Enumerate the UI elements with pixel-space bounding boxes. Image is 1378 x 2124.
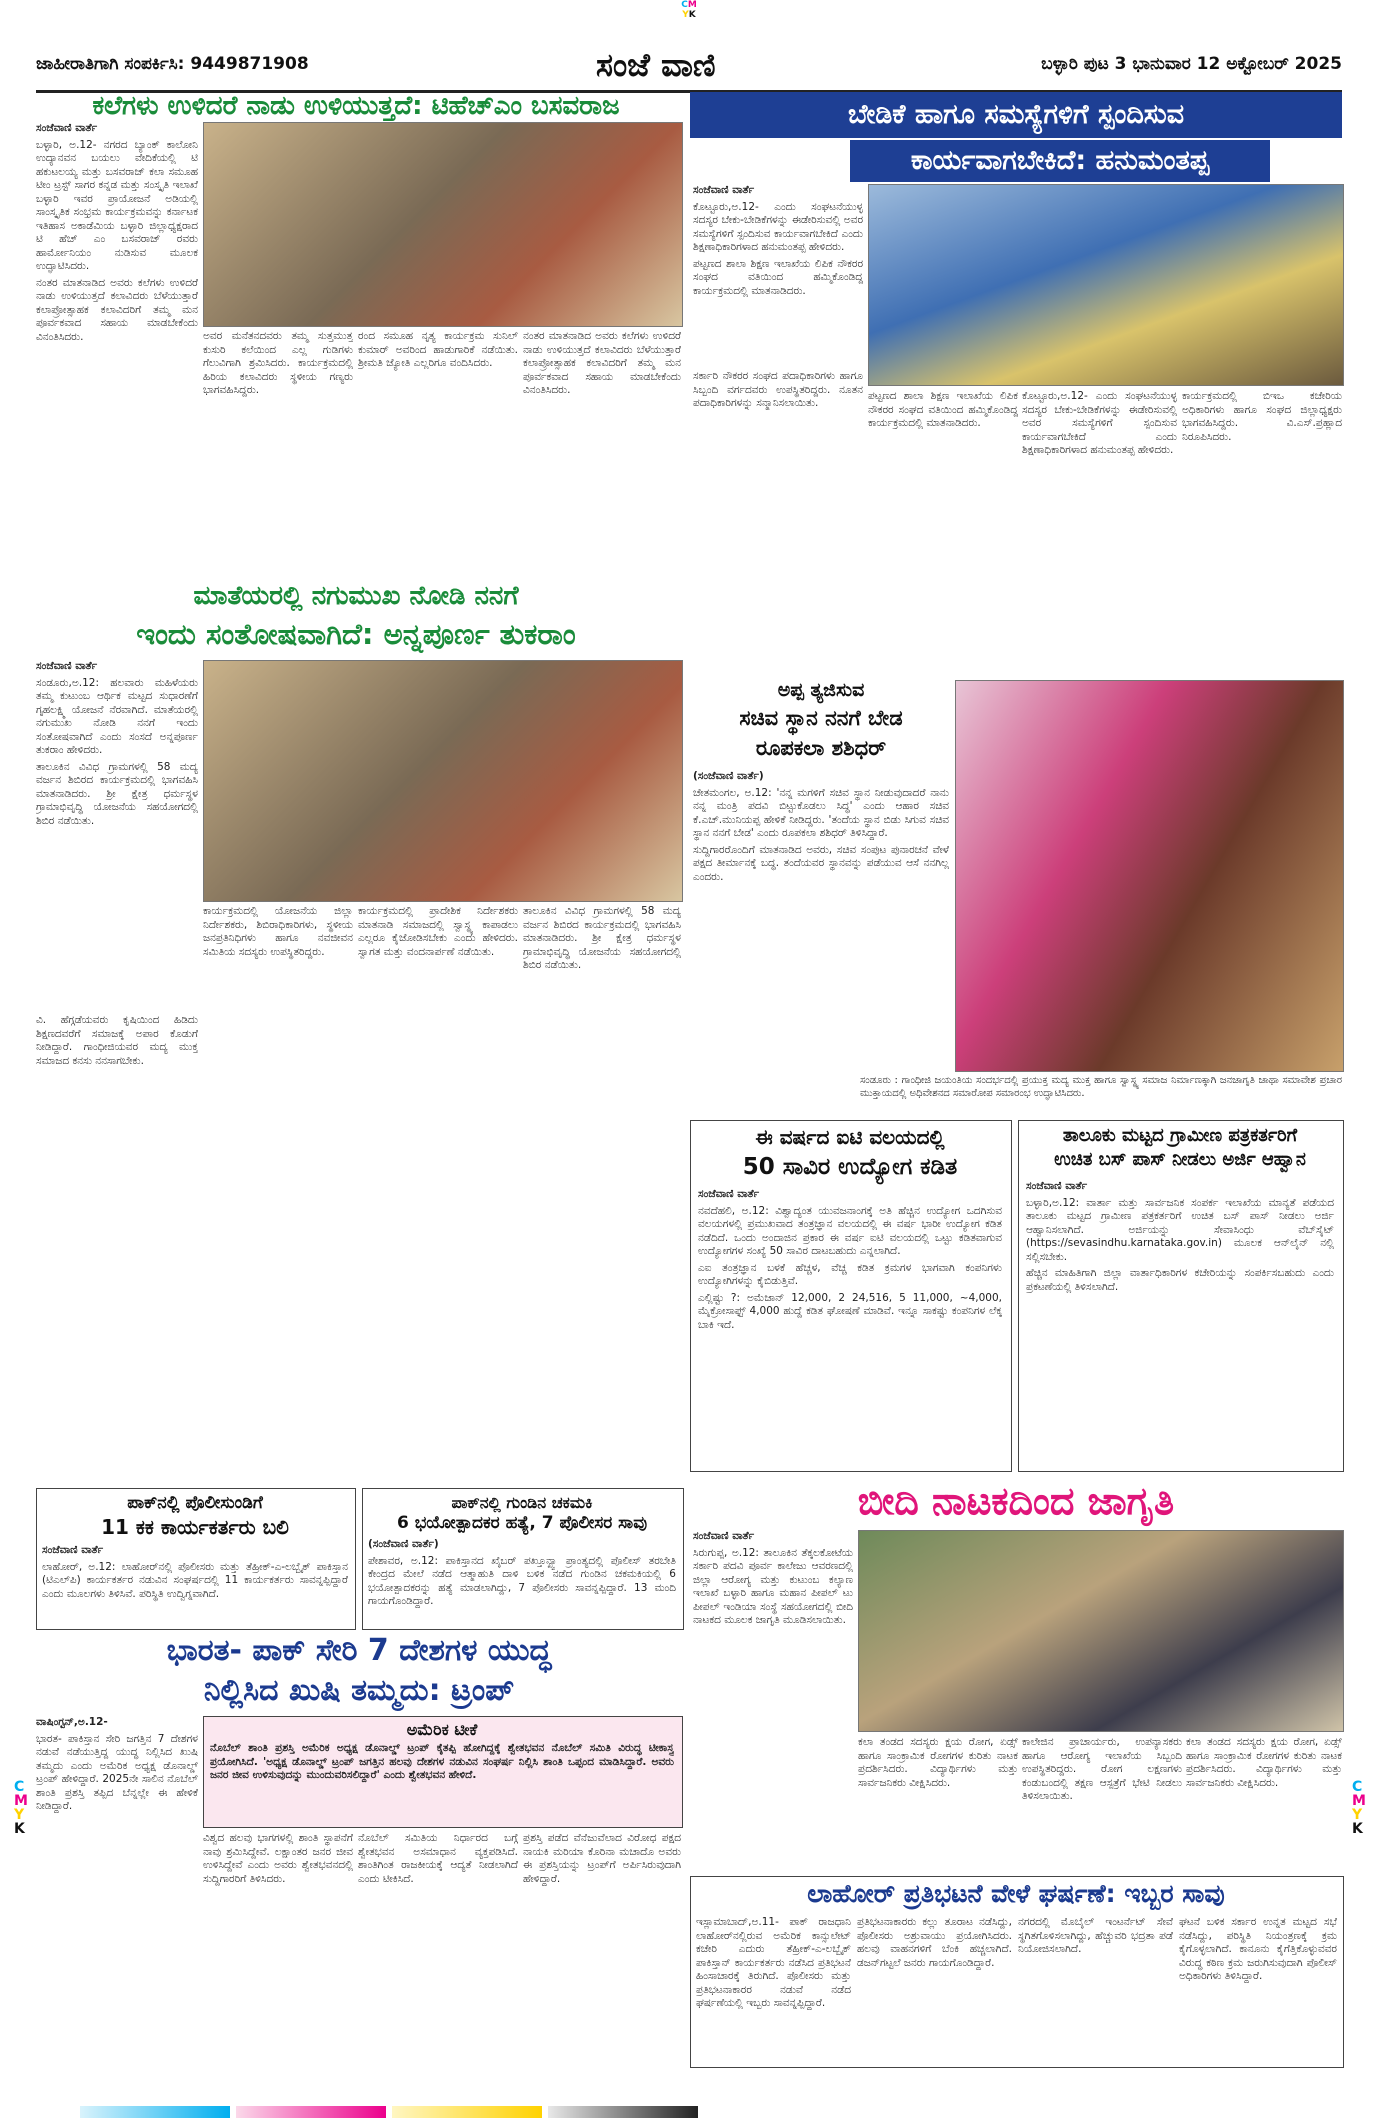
article7-photo — [858, 1530, 1344, 1732]
article2-headline-line2: ಕಾರ್ಯವಾಗಬೇಕಿದೆ: ಹನುಮಂತಪ್ಪ — [850, 140, 1270, 182]
article4-headline-line3: ರೂಪಕಲಾ ಶಶಿಧರ್ — [755, 736, 887, 760]
article8-text: ಲಾಹೋರ್, ಅ.12: ಲಾಹೋರ್‌ನಲ್ಲಿ ಪೊಲೀಸರು ಮತ್ತು ತೆಹ್ರೀಕ್-ಎ-ಲಬ್ಬೈಕ್ ಪಾಕಿಸ್ತಾನ (ಟಿಎಲ್‌ಪಿ) ಕಾರ್ಯಕರ್ತರ ನಡುವಿನ ಸಂಘರ್ಷದಲ್ಲಿ 11 ಕಾರ್ಯಕರ್ತರು ಸಾವನ್ನಪ್ಪಿದ್ದಾರೆ ಎಂದು ಮೂಲಗಳು ತಿಳಿಸಿವೆ. ಪರಿಸ್ಥಿತಿ ಉದ್ವಿಗ್ನವಾಗಿದೆ. — [42, 1560, 348, 1600]
box-usa-title: ಅಮೆರಿಕ ಟೀಕೆ — [406, 1720, 478, 1739]
article1-photo — [203, 122, 683, 327]
article3-byline: ಸಂಜೆವಾಣಿ ವಾರ್ತೆ — [36, 660, 98, 672]
article2-headline-line1: ಬೇಡಿಕೆ ಹಾಗೂ ಸಮಸ್ಯೆಗಳಿಗೆ ಸ್ಪಂದಿಸುವ — [690, 92, 1342, 138]
article4-caption: ಸಂಡೂರು : ಗಾಂಧೀಜಿ ಜಯಂತಿಯ ಸಂದರ್ಭದಲ್ಲಿ ಪ್ರಯುಕ್ತ ಮದ್ಯ ಮುಕ್ತ ಹಾಗೂ ಸ್ವಾಸ್ಥ್ಯ ಸಮಾಜ ನಿರ್ಮಾಣಕ್ಕಾಗಿ ಜನಜಾಗೃತಿ ಜಾಥಾ ಸಮಾವೇಶ ಪ್ರಚಾರ ಮುಕ್ತಾಯದಲ್ಲಿ ಅಧಿವೇಶನದ ಸಮಾರೋಪ ಸಮಾರಂಭ ಉದ್ಘಾಟಿಸಿದರು. — [860, 1075, 1342, 1099]
newspaper-logo: ಸಂಜೆ ವಾಣಿ — [596, 46, 716, 84]
article2-column4: ಕೊಟ್ಟೂರು,ಅ.12- ಎಂದು ಸಂಘಟನೆಯುಳ್ಳ ಸದಸ್ಯರ ಬೇಕು-ಬೇಡಿಕೆಗಳನ್ನು ಈಡೇರಿಸುವಲ್ಲಿ ಅವರ ಸಮಸ್ಯೆಗಳಿಗೆ ಸ್ಪಂದಿಸುವ ಕಾರ್ಯವಾಗಬೇಕಿದೆ ಎಂದು ಶಿಕ್ಷಣಾಧಿಕಾರಿಗಳಾದ ಹನುಮಂತಪ್ಪ ಹೇಳಿದರು. — [1022, 390, 1177, 456]
cmyk-mark-left: C M Y K — [14, 1779, 28, 1837]
article5-byline: ಸಂಜೆವಾಣಿ ವಾರ್ತೆ — [698, 1188, 760, 1200]
cmyk-mark-top: CM YK — [681, 0, 697, 20]
article4-headline-line1: ಅಪ್ಪ ತ್ಯಜಿಸುವ — [777, 679, 865, 701]
article11-column3: ನಗರದಲ್ಲಿ ಮೊಬೈಲ್ ಇಂಟರ್ನೆಟ್ ಸೇವೆ ಸ್ಥಗಿತಗೊಳಿಸಲಾಗಿದ್ದು, ಹೆಚ್ಚುವರಿ ಭದ್ರತಾ ಪಡೆ ನಿಯೋಜಿಸಲಾಗಿದೆ. — [1018, 1916, 1173, 1955]
article5-headline-line1: ಈ ವರ್ಷದ ಐಟಿ ವಲಯದಲ್ಲಿ — [755, 1125, 945, 1149]
article2-photo — [868, 184, 1344, 386]
article9-byline: (ಸಂಜೆವಾಣಿ ವಾರ್ತೆ) — [368, 1538, 439, 1550]
article6-text2: ಹೆಚ್ಚಿನ ಮಾಹಿತಿಗಾಗಿ ಜಿಲ್ಲಾ ವಾರ್ತಾಧಿಕಾರಿಗಳ ಕಚೇರಿಯನ್ನು ಸಂಪರ್ಕಿಸಬಹುದು ಎಂದು ಪ್ರಕಟಣೆಯಲ್ಲಿ ತಿಳಿಸಲಾಗಿದೆ. — [1026, 1267, 1334, 1293]
article1-column4: ನಂತರ ಮಾತನಾಡಿದ ಅವರು ಕಲೆಗಳು ಉಳಿದರೆ ನಾಡು ಉಳಿಯುತ್ತದೆ ಕಲಾವಿದರು ಬೆಳೆಯುತ್ತಾರೆ ಕಲಾಪ್ರೋತ್ಸಾಹಕ ಕಲಾವಿದರಿಗೆ ತಮ್ಮ ಮನ ಪೂರ್ವಕವಾದ ಸಹಾಯ ಮಾಡಬೇಕೆಂದು ವಿನಂತಿಸಿದರು. — [523, 330, 681, 396]
article4-text1: ಚೇತಮಂಗಲ, ಅ.12: 'ನನ್ನ ಮಗಳಿಗೆ ಸಚಿವ ಸ್ಥಾನ ನೀಡುವುದಾದರೆ ನಾನು ನನ್ನ ಮಂತ್ರಿ ಪದವಿ ಬಿಟ್ಟುಕೊಡಲು ಸಿದ್ಧ' ಎಂದು ಆಹಾರ ಸಚಿವ ಕೆ.ಎಚ್.ಮುನಿಯಪ್ಪ ಹೇಳಿಕೆ ನೀಡಿದ್ದರು. 'ತಂದೆಯ ಸ್ಥಾನ ಬಿಡು ಸಿಗುವ ಸಚಿವ ಸ್ಥಾನ ನನಗೆ ಬೇಡ' ಎಂದು ರೂಪಕಲಾ ಶಶಿಧರ್ ತಿಳಿಸಿದ್ದಾರೆ. — [693, 786, 949, 839]
article2-text1: ಕೊಟ್ಟೂರು,ಅ.12- ಎಂದು ಸಂಘಟನೆಯುಳ್ಳ ಸದಸ್ಯರ ಬೇಕು-ಬೇಡಿಕೆಗಳನ್ನು ಈಡೇರಿಸುವಲ್ಲಿ ಅವರ ಸಮಸ್ಯೆಗಳಿಗೆ ಸ್ಪಂದಿಸುವ ಕಾರ್ಯವಾಗಬೇಕಿದೆ ಎಂದು ಶಿಕ್ಷಣಾಧಿಕಾರಿಗಳಾದ ಹನುಮಂತಪ್ಪ ಹೇಳಿದರು. — [693, 200, 863, 253]
article1-text2: ನಂತರ ಮಾತನಾಡಿದ ಅವರು ಕಲೆಗಳು ಉಳಿದರೆ ನಾಡು ಉಳಿಯುತ್ತದೆ ಕಲಾವಿದರು ಬೆಳೆಯುತ್ತಾರೆ ಕಲಾಪ್ರೋತ್ಸಾಹಕ ಕಲಾವಿದರಿಗೆ ತಮ್ಮ ಮನ ಪೂರ್ವಕವಾದ ಸಹಾಯ ಮಾಡಬೇಕೆಂದು ವಿನಂತಿಸಿದರು. — [36, 276, 198, 343]
article5-text2: ಎಐ ತಂತ್ರಜ್ಞಾನ ಬಳಕೆ ಹೆಚ್ಚಳ, ವೆಚ್ಚ ಕಡಿತ ಕ್ರಮಗಳ ಭಾಗವಾಗಿ ಕಂಪನಿಗಳು ಉದ್ಯೋಗಿಗಳನ್ನು ಕೈಬಿಡುತ್ತಿವೆ. — [698, 1261, 1002, 1287]
article1-text1: ಬಳ್ಳಾರಿ, ಅ.12- ನಗರದ ಬ್ಯಾಂಕ್ ಕಾಲೋನಿ ಉದ್ಯಾನವನ ಬಯಲು ವೇದಿಕೆಯಲ್ಲಿ ಟಿ ಹಕುಟಲಯ್ಯ ಮತ್ತು ಬಸವರಾಜ್ ಕಲಾ ಸಮೂಹ ಟೀಂ ಟ್ರಸ್ಟ್ ಸಾಗರ ಕನ್ನಡ ಮತ್ತು ಸಂಸ್ಕೃತಿ ಇಲಾಖೆ ಬಳ್ಳಾರಿ ಇವರ ಪ್ರಾಯೋಜನೆ ಅಡಿಯಲ್ಲಿ ಸಾಂಸ್ಕೃತಿಕ ಸಂಭ್ರಮ ಕಾರ್ಯಕ್ರಮವನ್ನು ಕರ್ನಾಟಕ ಇತಿಹಾಸ ಅಕಾಡೆಮಿಯ ಬಳ್ಳಾರಿ ಜಿಲ್ಲಾಧ್ಯಕ್ಷರಾದ ಟಿ ಹೆಚ್ ಎಂ ಬಸವರಾಜ್ ರವರು ಹಾರ್ಮೋನಿಯಂ ನುಡಿಸುವ ಮೂಲಕ ಉದ್ಘಾಟಿಸಿದರು. — [36, 138, 198, 272]
article10-column3: ನೊಬೆಲ್ ಸಮಿತಿಯ ನಿರ್ಧಾರದ ಬಗ್ಗೆ ಶ್ವೇತಭವನ ಅಸಮಾಧಾನ ವ್ಯಕ್ತಪಡಿಸಿದೆ. ಶಾಂತಿಗಿಂತ ರಾಜಕೀಯಕ್ಕೆ ಆದ್ಯತೆ ನೀಡಲಾಗಿದೆ ಎಂದು ಟೀಕಿಸಿದೆ. — [358, 1832, 518, 1885]
article3-text2: ತಾಲೂಕಿನ ವಿವಿಧ ಗ್ರಾಮಗಳಲ್ಲಿ 58 ಮದ್ಯ ವರ್ಜನ ಶಿಬಿರದ ಕಾರ್ಯಕ್ರಮದಲ್ಲಿ ಭಾಗವಹಿಸಿ ಮಾತನಾಡಿದರು. ಶ್ರೀ ಕ್ಷೇತ್ರ ಧರ್ಮಸ್ಥಳ ಗ್ರಾಮಾಭಿವೃದ್ಧಿ ಯೋಜನೆಯ ಸಹಯೋಗದಲ್ಲಿ ಶಿಬಿರ ನಡೆಯಿತು. — [36, 760, 198, 827]
article5-text: ನವದೆಹಲಿ, ಅ.12: ವಿಶ್ವಾದ್ಯಂತ ಯುವಜನಾಂಗಕ್ಕೆ ಅತಿ ಹೆಚ್ಚಿನ ಉದ್ಯೋಗ ಒದಗಿಸುವ ವಲಯಗಳಲ್ಲಿ ಪ್ರಮುಖವಾದ ತಂತ್ರಜ್ಞಾನ ವಲಯದಲ್ಲಿ ಈ ವರ್ಷ ಭಾರೀ ಉದ್ಯೋಗ ಕಡಿತ ನಡೆದಿದೆ. ಒಂದು ಅಂದಾಜಿನ ಪ್ರಕಾರ ಈ ವರ್ಷ ಐಟಿ ವಲಯದಲ್ಲಿ ಒಟ್ಟು ಕಡಿತವಾಗುವ ಉದ್ಯೋಗಗಳ ಸಂಖ್ಯೆ 50 ಸಾವಿರ ದಾಟಬಹುದು ಎನ್ನಲಾಗಿದೆ. — [698, 1204, 1002, 1257]
article1-column3: ರಂದ ಸಮೂಹ ನೃತ್ಯ ಕಾರ್ಯಕ್ರಮ ಸುನಿಲ್ ಕುಮಾರ್ ಅವರಿಂದ ಹಾಡುಗಾರಿಕೆ ನಡೆಯಿತು. ಶ್ರೀಮತಿ ಜ್ಯೋತಿ ಎಲ್ಲರಿಗೂ ವಂದಿಸಿದರು. — [358, 330, 518, 369]
article3-headline-line2: ಇಂದು ಸಂತೋಷವಾಗಿದೆ: ಅನ್ನಪೂರ್ಣ ತುಕರಾಂ — [136, 617, 576, 651]
article11-column4: ಘಟನೆ ಬಳಿಕ ಸರ್ಕಾರ ಉನ್ನತ ಮಟ್ಟದ ಸಭೆ ನಡೆಸಿದ್ದು, ಪರಿಸ್ಥಿತಿ ನಿಯಂತ್ರಣಕ್ಕೆ ಕ್ರಮ ಕೈಗೊಳ್ಳಲಾಗಿದೆ. ಕಾನೂನು ಕೈಗೆತ್ತಿಕೊಳ್ಳುವವರ ವಿರುದ್ಧ ಕಠಿಣ ಕ್ರಮ ಜರುಗಿಸುವುದಾಗಿ ಪೊಲೀಸ್ ಅಧಿಕಾರಿಗಳು ತಿಳಿಸಿದ್ದಾರೆ. — [1179, 1916, 1337, 1982]
color-bar-yellow — [392, 2106, 542, 2118]
article4-body — [693, 770, 949, 1070]
article5-body — [698, 1188, 1002, 1466]
article3-column3: ಕಾರ್ಯಕ್ರಮದಲ್ಲಿ ಯೋಜನೆಯ ಜಿಲ್ಲಾ ನಿರ್ದೇಶಕರು, ಶಿಬಿರಾಧಿಕಾರಿಗಳು, ಸ್ಥಳೀಯ ಜನಪ್ರತಿನಿಧಿಗಳು ಹಾಗೂ ನವಜೀವನ ಸಮಿತಿಯ ಸದಸ್ಯರು ಉಪಸ್ಥಿತರಿದ್ದರು. — [203, 905, 353, 958]
article2-column2: ಸರ್ಕಾರಿ ನೌಕರರ ಸಂಘದ ಪದಾಧಿಕಾರಿಗಳು ಹಾಗೂ ಸಿಬ್ಬಂದಿ ವರ್ಗದವರು ಉಪಸ್ಥಿತರಿದ್ದರು. ನೂತನ ಪದಾಧಿಕಾರಿಗಳನ್ನು ಸನ್ಮಾನಿಸಲಾಯಿತು. — [693, 370, 863, 409]
article10-headline-line1: ಭಾರತ- ಪಾಕ್ ಸೇರಿ 7 ದೇಶಗಳ ಯುದ್ಧ — [166, 1633, 552, 1668]
masthead — [36, 46, 1342, 93]
article6-body — [1026, 1180, 1334, 1466]
article7-column2: ಕಲಾ ತಂಡದ ಸದಸ್ಯರು ಕ್ಷಯ ರೋಗ, ಏಡ್ಸ್ ಹಾಗೂ ಸಾಂಕ್ರಾಮಿಕ ರೋಗಗಳ ಕುರಿತು ನಾಟಕ ಪ್ರದರ್ಶಿಸಿದರು. ವಿದ್ಯಾರ್ಥಿಗಳು ಮತ್ತು ಸಾರ್ವಜನಿಕರು ವೀಕ್ಷಿಸಿದರು. — [858, 1736, 1018, 1789]
article6-headline-line1: ತಾಲೂಕು ಮಟ್ಟದ ಗ್ರಾಮೀಣ ಪತ್ರಕರ್ತರಿಗೆ — [1062, 1125, 1298, 1146]
article1-byline: ಸಂಜೆವಾಣಿ ವಾರ್ತೆ — [36, 122, 98, 134]
ad-contact: ಜಾಹೀರಾತಿಗಾಗಿ ಸಂಪರ್ಕಿಸಿ: 9449871908 — [36, 54, 309, 74]
article3-text1: ಸಂಡೂರು,ಅ.12: ಹಲವಾರು ಮಹಿಳೆಯರು ತಮ್ಮ ಕುಟುಂಬ ಆರ್ಥಿಕ ಮಟ್ಟದ ಸುಧಾರಣೆಗೆ ಗೃಹಲಕ್ಷ್ಮಿ ಯೋಜನೆ ನೆರವಾಗಿದೆ. ಮಾತೆಯರಲ್ಲಿ ನಗುಮುಖ ನೋಡಿ ನನಗೆ ಇಂದು ಸಂತೋಷವಾಗಿದೆ ಎಂದು ಸಂಸದೆ ಅನ್ನಪೂರ್ಣ ತುಕರಾಂ ಹೇಳಿದರು. — [36, 676, 198, 756]
article6-headline-line2: ಉಚಿತ ಬಸ್ ಪಾಸ್ ನೀಡಲು ಅರ್ಜಿ ಆಹ್ವಾನ — [1054, 1149, 1306, 1170]
article9-body — [368, 1538, 676, 1624]
article4-byline: (ಸಂಜೆವಾಣಿ ವಾರ್ತೆ) — [693, 770, 764, 782]
article9-text: ಪೇಶಾವರ, ಅ.12: ಪಾಕಿಸ್ತಾನದ ಖೈಬರ್ ಪಖ್ತೂನ್ಖ್ವಾ ಪ್ರಾಂತ್ಯದಲ್ಲಿ ಪೊಲೀಸ್ ತರಬೇತಿ ಕೇಂದ್ರದ ಮೇಲೆ ನಡೆದ ಆತ್ಮಾಹುತಿ ದಾಳಿ ಬಳಿಕ ನಡೆದ ಗುಂಡಿನ ಚಕಮಕಿಯಲ್ಲಿ 6 ಭಯೋತ್ಪಾದಕರನ್ನು ಹತ್ಯೆ ಮಾಡಲಾಗಿದ್ದು, 7 ಪೊಲೀಸರು ಸಾವನ್ನಪ್ಪಿದ್ದಾರೆ. 13 ಮಂದಿ ಗಾಯಗೊಂಡಿದ್ದಾರೆ. — [368, 1554, 676, 1607]
article10-column2: ವಿಶ್ವದ ಹಲವು ಭಾಗಗಳಲ್ಲಿ ಶಾಂತಿ ಸ್ಥಾಪನೆಗೆ ನಾವು ಶ್ರಮಿಸಿದ್ದೇವೆ. ಲಕ್ಷಾಂತರ ಜನರ ಜೀವ ಉಳಿಸಿದ್ದೇವೆ ಎಂದು ಅವರು ಶ್ವೇತಭವನದಲ್ಲಿ ಸುದ್ದಿಗಾರರಿಗೆ ತಿಳಿಸಿದರು. — [203, 1832, 353, 1885]
article10-text1: ಭಾರತ- ಪಾಕಿಸ್ತಾನ ಸೇರಿ ಜಗತ್ತಿನ 7 ದೇಶಗಳ ನಡುವೆ ನಡೆಯುತ್ತಿದ್ದ ಯುದ್ಧ ನಿಲ್ಲಿಸಿದ ಖುಷಿ ತಮ್ಮದು ಎಂದು ಅಮೆರಿಕ ಅಧ್ಯಕ್ಷ ಡೊನಾಲ್ಡ್ ಟ್ರಂಪ್ ಹೇಳಿದ್ದಾರೆ. 2025ನೇ ಸಾಲಿನ ನೊಬೆಲ್ ಶಾಂತಿ ಪ್ರಶಸ್ತಿ ತಪ್ಪಿದ ಬೆನ್ನಲ್ಲೇ ಈ ಹೇಳಿಕೆ ನೀಡಿದ್ದಾರೆ. — [36, 1732, 198, 1812]
box-usa-text: ನೊಬೆಲ್ ಶಾಂತಿ ಪ್ರಶಸ್ತಿ ಅಮೆರಿಕ ಅಧ್ಯಕ್ಷ ಡೊನಾಲ್ಡ್ ಟ್ರಂಪ್ ಕೈತಪ್ಪಿ ಹೋಗಿದ್ದಕ್ಕೆ ಶ್ವೇತಭವನ ನೊಬೆಲ್ ಸಮಿತಿ ವಿರುದ್ಧ ಟೀಕಾಸ್ತ್ರ ಪ್ರಯೋಗಿಸಿದೆ. 'ಅಧ್ಯಕ್ಷ ಡೊನಾಲ್ಡ್ ಟ್ರಂಪ್ ಜಗತ್ತಿನ ಹಲವು ದೇಶಗಳ ನಡುವಿನ ಸಂಘರ್ಷ ನಿಲ್ಲಿಸಿ ಶಾಂತಿ ಒಪ್ಪಂದ ಮಾಡಿಸಿದ್ದಾರೆ. ಅವರು ಜನರ ಜೀವ ಉಳಿಸುವುದನ್ನು ಮುಂದುವರಿಸಲಿದ್ದಾರೆ' ಎಂದು ಶ್ವೇತಭವನ ಹೇಳಿದೆ. — [210, 1742, 674, 1781]
article8-body — [42, 1544, 348, 1624]
article2-text2: ಪಟ್ಟಣದ ಶಾಲಾ ಶಿಕ್ಷಣ ಇಲಾಖೆಯ ಲಿಪಿಕ ನೌಕರರ ಸಂಘದ ವತಿಯಿಂದ ಹಮ್ಮಿಕೊಂಡಿದ್ದ ಕಾರ್ಯಕ್ರಮದಲ್ಲಿ ಮಾತನಾಡಿದರು. — [693, 257, 863, 297]
article10-column4: ಪ್ರಶಸ್ತಿ ಪಡೆದ ವೆನೆಜುವೆಲಾದ ವಿರೋಧ ಪಕ್ಷದ ನಾಯಕಿ ಮರಿಯಾ ಕೊರಿನಾ ಮಚಾದೊ ಅವರು ಈ ಪ್ರಶಸ್ತಿಯನ್ನು ಟ್ರಂಪ್‌ಗೆ ಅರ್ಪಿಸಿರುವುದಾಗಿ ಹೇಳಿದ್ದಾರೆ. — [523, 1832, 681, 1885]
article5-text3: ಎಲ್ಲಿಷ್ಟು ?: ಅಮೆಜಾನ್ 12,000, 2 24,516, 5 11,000, ~4,000, ಮೈಕ್ರೋಸಾಫ್ಟ್ 4,000 ಹುದ್ದೆ ಕಡಿತ ಘೋಷಣೆ ಮಾಡಿವೆ. ಇನ್ನೂ ಸಾಕಷ್ಟು ಕಂಪನಿಗಳ ಲೆಕ್ಕ ಬಾಕಿ ಇದೆ. — [698, 1291, 1002, 1331]
article7-column1 — [693, 1530, 853, 1870]
article11-column1: ಇಸ್ಲಾಮಾಬಾದ್,ಅ.11- ಪಾಕ್ ರಾಜಧಾನಿ ಲಾಹೋರ್‌ನಲ್ಲಿರುವ ಅಮೆರಿಕ ಕಾನ್ಸುಲೇಟ್ ಕಚೇರಿ ಎದುರು ತೆಹ್ರೀಕ್-ಎ-ಲಬ್ಬೈಕ್ ಪಾಕಿಸ್ತಾನ್ ಕಾರ್ಯಕರ್ತರು ನಡೆಸಿದ ಪ್ರತಿಭಟನೆ ಹಿಂಸಾಚಾರಕ್ಕೆ ತಿರುಗಿದೆ. ಪೊಲೀಸರು ಮತ್ತು ಪ್ರತಿಭಟನಾಕಾರರ ನಡುವೆ ನಡೆದ ಘರ್ಷಣೆಯಲ್ಲಿ ಇಬ್ಬರು ಸಾವನ್ನಪ್ಪಿದ್ದಾರೆ. — [696, 1916, 851, 2009]
article11-column2: ಪ್ರತಿಭಟನಾಕಾರರು ಕಲ್ಲು ತೂರಾಟ ನಡೆಸಿದ್ದು, ಪೊಲೀಸರು ಅಶ್ರುವಾಯು ಪ್ರಯೋಗಿಸಿದರು. ಹಲವು ವಾಹನಗಳಿಗೆ ಬೆಂಕಿ ಹಚ್ಚಲಾಗಿದೆ. ಡಜನ್‌ಗಟ್ಟಲೆ ಜನರು ಗಾಯಗೊಂಡಿದ್ದಾರೆ. — [857, 1916, 1012, 1969]
article6-text: ಬಳ್ಳಾರಿ,ಅ.12: ವಾರ್ತಾ ಮತ್ತು ಸಾರ್ವಜನಿಕ ಸಂಪರ್ಕ ಇಲಾಖೆಯ ಮಾನ್ಯತೆ ಪಡೆಯದ ತಾಲೂಕು ಮಟ್ಟದ ಗ್ರಾಮೀಣ ಪತ್ರಕರ್ತರಿಗೆ ಉಚಿತ ಬಸ್ ಪಾಸ್ ನೀಡಲು ಅರ್ಜಿ ಆಹ್ವಾನಿಸಲಾಗಿದೆ. ಅರ್ಜಿಯನ್ನು ಸೇವಾಸಿಂಧು ವೆಬ್‌ಸೈಟ್ (https://sevasindhu.karnataka.gov.in) ಮೂಲಕ ಆನ್‌ಲೈನ್ ನಲ್ಲಿ ಸಲ್ಲಿಸಬೇಕು. — [1026, 1196, 1334, 1263]
article9-headline-line1: ಪಾಕ್‌ನಲ್ಲಿ ಗುಂಡಿನ ಚಕಮಕಿ — [451, 1493, 593, 1512]
article7-column3: ಕಾಲೇಜಿನ ಪ್ರಾಚಾರ್ಯರು, ಉಪನ್ಯಾಸಕರು ಹಾಗೂ ಆರೋಗ್ಯ ಇಲಾಖೆಯ ಸಿಬ್ಬಂದಿ ಉಪಸ್ಥಿತರಿದ್ದರು. ರೋಗ ಲಕ್ಷಣಗಳು ಕಂಡುಬಂದಲ್ಲಿ ತಕ್ಷಣ ಆಸ್ಪತ್ರೆಗೆ ಭೇಟಿ ನೀಡಲು ತಿಳಿಸಲಾಯಿತು. — [1022, 1736, 1182, 1802]
article3-column2: ವಿ. ಹೆಗ್ಗಡೆಯವರು ಕೃಷಿಯಿಂದ ಹಿಡಿದು ಶಿಕ್ಷಣದವರೆಗೆ ಸಮಾಜಕ್ಕೆ ಅಪಾರ ಕೊಡುಗೆ ನೀಡಿದ್ದಾರೆ. ಗಾಂಧೀಜಿಯವರ ಮದ್ಯ ಮುಕ್ತ ಸಮಾಜದ ಕನಸು ನನಸಾಗಬೇಕು. — [36, 1014, 198, 1067]
article3-column4: ಕಾರ್ಯಕ್ರಮದಲ್ಲಿ ಪ್ರಾದೇಶಿಕ ನಿರ್ದೇಶಕರು ಮಾತನಾಡಿ ಸಮಾಜದಲ್ಲಿ ಸ್ವಾಸ್ಥ್ಯ ಕಾಪಾಡಲು ಎಲ್ಲರೂ ಕೈಜೋಡಿಸಬೇಕು ಎಂದು ಹೇಳಿದರು. ಸ್ವಾಗತ ಮತ್ತು ವಂದನಾರ್ಪಣೆ ನಡೆಯಿತು. — [358, 905, 518, 958]
cmyk-mark-right: C M Y K — [1352, 1779, 1366, 1837]
article3-column1 — [36, 660, 198, 1010]
article5-headline-line2: 50 ಸಾವಿರ ಉದ್ಯೋಗ ಕಡಿತ — [742, 1154, 958, 1180]
article2-column5: ಕಾರ್ಯಕ್ರಮದಲ್ಲಿ ಬಿಇಒ ಕಚೇರಿಯ ಅಧಿಕಾರಿಗಳು ಹಾಗೂ ಸಂಘದ ಜಿಲ್ಲಾಧ್ಯಕ್ಷರು ಭಾಗವಹಿಸಿದ್ದರು. ವಿ.ಎಸ್.ಪ್ರಹ್ಲಾದ ನಿರೂಪಿಸಿದರು. — [1182, 390, 1342, 443]
article2-column1 — [693, 184, 863, 366]
article4-headline-line2: ಸಚಿವ ಸ್ಥಾನ ನನಗೆ ಬೇಡ — [739, 706, 903, 730]
color-bar-magenta — [236, 2106, 386, 2118]
article1-headline: ಕಲೆಗಳು ಉಳಿದರೆ ನಾಡು ಉಳಿಯುತ್ತದೆ: ಟಿಹೆಚ್‌ಎಂ ಬಸವರಾಜ — [92, 91, 620, 121]
article6-byline: ಸಂಜೆವಾಣಿ ವಾರ್ತೆ — [1026, 1180, 1088, 1192]
article4-text2: ಸುದ್ದಿಗಾರರೊಂದಿಗೆ ಮಾತನಾಡಿದ ಅವರು, ಸಚಿವ ಸಂಪುಟ ಪುನಾರಚನೆ ವೇಳೆ ಪಕ್ಷದ ತೀರ್ಮಾನಕ್ಕೆ ಬದ್ಧ. ತಂದೆಯವರ ಸ್ಥಾನವನ್ನು ಪಡೆಯುವ ಆಸೆ ನನಗಿಲ್ಲ ಎಂದರು. — [693, 843, 949, 883]
article7-headline: ಬೀದಿ ನಾಟಕದಿಂದ ಜಾಗೃತಿ — [857, 1479, 1175, 1523]
article3-headline-line1: ಮಾತೆಯರಲ್ಲಿ ನಗುಮುಖ ನೋಡಿ ನನಗೆ — [193, 581, 519, 611]
article3-photo — [203, 660, 683, 902]
article7-byline: ಸಂಜೆವಾಣಿ ವಾರ್ತೆ — [693, 1530, 755, 1542]
article7-column4: ಕಲಾ ತಂಡದ ಸದಸ್ಯರು ಕ್ಷಯ ರೋಗ, ಏಡ್ಸ್ ಹಾಗೂ ಸಾಂಕ್ರಾಮಿಕ ರೋಗಗಳ ಕುರಿತು ನಾಟಕ ಪ್ರದರ್ಶಿಸಿದರು. ವಿದ್ಯಾರ್ಥಿಗಳು ಮತ್ತು ಸಾರ್ವಜನಿಕರು ವೀಕ್ಷಿಸಿದರು. — [1186, 1736, 1342, 1789]
article10-headline-line2: ನಿಲ್ಲಿಸಿದ ಖುಷಿ ತಮ್ಮದು: ಟ್ರಂಪ್ — [203, 1673, 515, 1708]
article10-column1 — [36, 1716, 198, 2064]
article2-byline: ಸಂಜೆವಾಣಿ ವಾರ್ತೆ — [693, 184, 755, 196]
article9-headline-line2: 6 ಭಯೋತ್ಪಾದಕರ ಹತ್ಯೆ, 7 ಪೊಲೀಸರ ಸಾವು — [396, 1513, 648, 1533]
article8-headline-line1: ಪಾಕ್‌ನಲ್ಲಿ ಪೊಲೀಸುಂಡಿಗೆ — [127, 1493, 263, 1513]
article11-headline: ಲಾಹೋರ್ ಪ್ರತಿಭಟನೆ ವೇಳೆ ಘರ್ಷಣೆ: ಇಬ್ಬರ ಸಾವು — [807, 1879, 1225, 1908]
article8-byline: ಸಂಜೆವಾಣಿ ವಾರ್ತೆ — [42, 1544, 104, 1556]
article2-column3: ಪಟ್ಟಣದ ಶಾಲಾ ಶಿಕ್ಷಣ ಇಲಾಖೆಯ ಲಿಪಿಕ ನೌಕರರ ಸಂಘದ ವತಿಯಿಂದ ಹಮ್ಮಿಕೊಂಡಿದ್ದ ಕಾರ್ಯಕ್ರಮದಲ್ಲಿ ಮಾತನಾಡಿದರು. — [868, 390, 1018, 429]
article10-byline: ವಾಷಿಂಗ್ಟನ್,ಅ.12- — [36, 1716, 108, 1728]
article8-headline-line2: 11 ಕಕ ಕಾರ್ಯಕರ್ತರು ಬಲಿ — [101, 1515, 289, 1539]
article3-column5: ತಾಲೂಕಿನ ವಿವಿಧ ಗ್ರಾಮಗಳಲ್ಲಿ 58 ಮದ್ಯ ವರ್ಜನ ಶಿಬಿರದ ಕಾರ್ಯಕ್ರಮದಲ್ಲಿ ಭಾಗವಹಿಸಿ ಮಾತನಾಡಿದರು. ಶ್ರೀ ಕ್ಷೇತ್ರ ಧರ್ಮಸ್ಥಳ ಗ್ರಾಮಾಭಿವೃದ್ಧಿ ಯೋಜನೆಯ ಸಹಯೋಗದಲ್ಲಿ ಶಿಬಿರ ನಡೆಯಿತು. — [523, 905, 681, 971]
article4-photo — [955, 680, 1344, 1072]
color-bar-black — [548, 2106, 698, 2118]
article1-column2: ಅವರ ಮನೆತನದವರು ತಮ್ಮ ಸುತ್ತಮುತ್ತ ಕುಸುರಿ ಕಲೆಯಿಂದ ಎಲ್ಲ ಗುಡಿಗಳು ಗೆಲುವಿಗಾಗಿ ಶ್ರಮಿಸಿದರು. ಕಾರ್ಯಕ್ರಮದಲ್ಲಿ ಹಿರಿಯ ಕಲಾವಿದರು ಸ್ಥಳೀಯ ಗಣ್ಯರು ಭಾಗವಹಿಸಿದ್ದರು. — [203, 330, 353, 396]
date-line: ಬಳ್ಳಾರಿ ಪುಟ 3 ಭಾನುವಾರ 12 ಅಕ್ಟೋಬರ್ 2025 — [1041, 54, 1342, 74]
article1-column1 — [36, 122, 198, 447]
color-bar-cyan — [80, 2106, 230, 2118]
article7-text1: ಸಿರುಗುಪ್ಪ, ಅ.12: ತಾಲೂಕಿನ ತೆಕ್ಕಲಕೋಟೆಯ ಸರ್ಕಾರಿ ಪದವಿ ಪೂರ್ವ ಕಾಲೇಜು ಆವರಣದಲ್ಲಿ ಜಿಲ್ಲಾ ಆರೋಗ್ಯ ಮತ್ತು ಕುಟುಂಬ ಕಲ್ಯಾಣ ಇಲಾಖೆ ಬಳ್ಳಾರಿ ಹಾಗೂ ಮಹಾನ ಪೀಪಲ್ ಟು ಪೀಪಲ್ ಇಂಡಿಯಾ ಸಂಸ್ಥೆ ಸಹಯೋಗದಲ್ಲಿ ಬೀದಿ ನಾಟಕದ ಮೂಲಕ ಜಾಗೃತಿ ಮೂಡಿಸಲಾಯಿತು. — [693, 1546, 853, 1626]
